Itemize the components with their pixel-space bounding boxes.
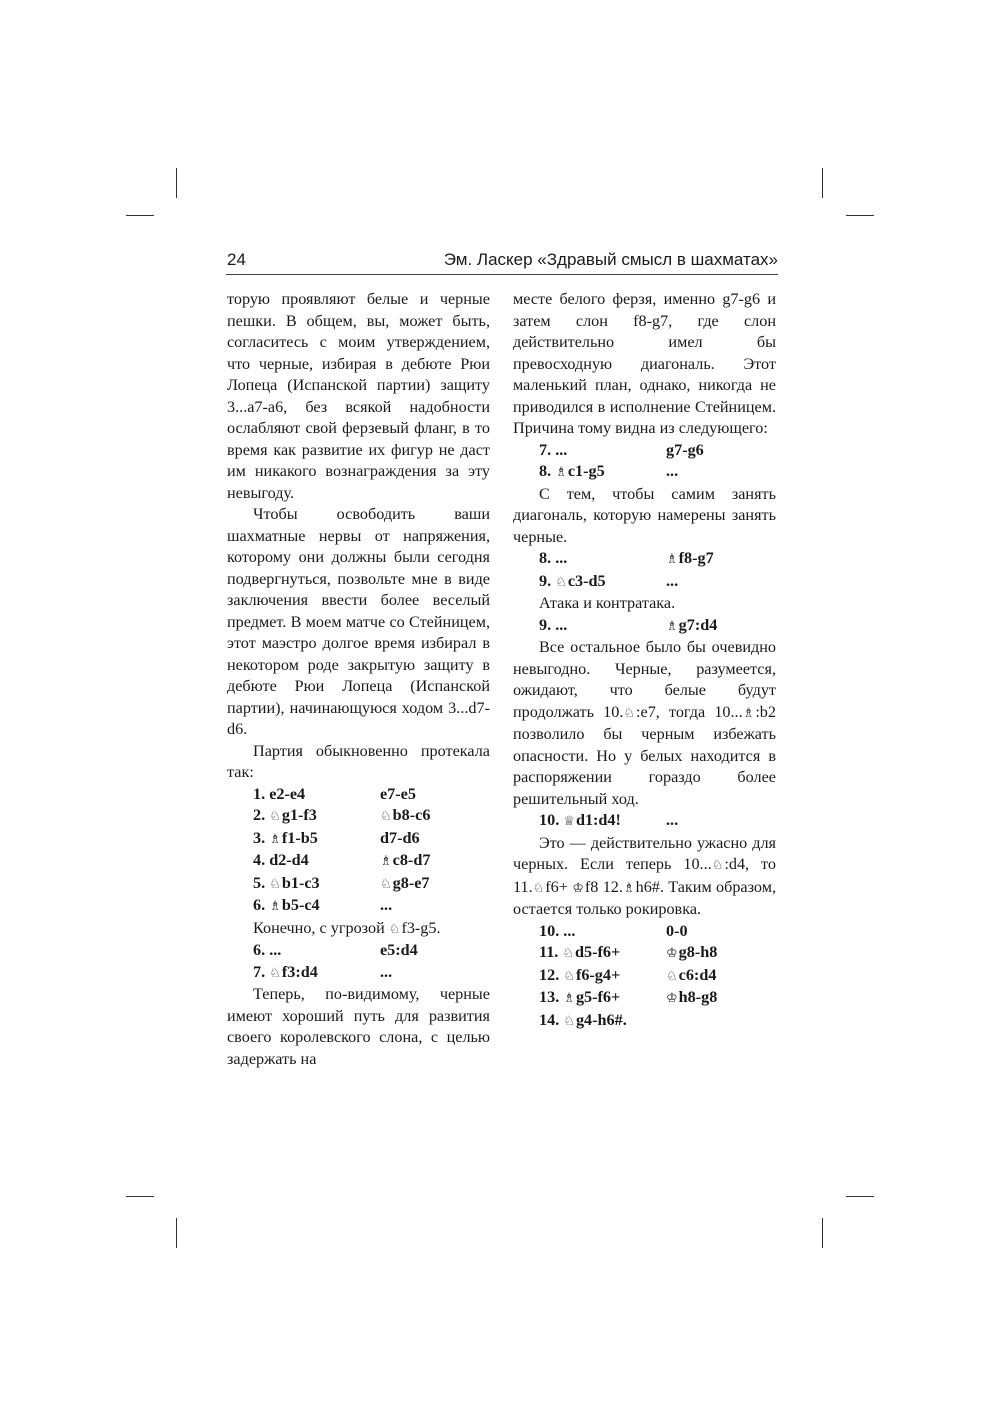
right-column [513,289,776,1032]
white-move: d1:d4! [575,811,621,829]
white-move: d2-d4 [269,851,309,869]
white-move: g5-f6+ [575,988,621,1006]
move-list [227,940,490,984]
annotation: Атака и контратака. [539,594,676,612]
white-move: ... [563,921,576,940]
crop-mark [822,168,823,198]
move-number: 5. [253,873,266,892]
move-number: 4. [253,851,266,869]
white-move: b5-c4 [281,896,320,914]
crop-mark [126,215,154,216]
move-number: 14. [539,1010,560,1029]
move-row [513,548,776,571]
move-row [513,942,776,965]
move-row [513,615,776,638]
queen-icon: ♕ [563,814,575,829]
paragraph: Все остальное было бы очевидно невыгодно. Черные, разумеется, ожидают, что белые будут продолжать 10.♘:e7, тогда 10...♗:b2 позволило бы черным избежать опасности. Но у белых находится в распоряжении гораздо более решительный ход. [513,638,776,808]
paragraph: Партия обыкновенно протекала так: [227,741,490,781]
move-number: 3. [253,828,266,847]
move-row [227,940,490,962]
move-number: 6. [253,896,266,914]
black-move: 0-0 [666,921,688,940]
black-move: c6:d4 [678,965,717,984]
move-number: 1. [253,784,266,803]
move-row [513,440,776,462]
knight-icon: ♘ [269,876,281,892]
bishop-icon: ♗ [742,705,755,721]
move-number: 2. [253,806,266,824]
white-move: f1-b5 [281,828,318,847]
move-row [227,962,490,985]
move-number: 11. [539,943,559,961]
move-number: 12. [539,965,560,984]
black-move: g7-g6 [666,440,704,459]
move-row [227,828,490,851]
bishop-icon: ♗ [622,880,635,896]
knight-icon: ♘ [380,876,392,892]
move-row [513,810,776,833]
paragraph: Теперь, по-видимому, черные имеют хороший путь для развития своего королевского слона, с целью задержать на [227,985,490,1068]
move-row [513,987,776,1010]
move-row [227,850,490,873]
black-move: ... [380,962,393,981]
knight-icon: ♘ [623,705,636,721]
bishop-icon: ♗ [555,465,567,480]
king-icon: ♔ [572,880,584,896]
white-move: c1-g5 [567,462,605,480]
move-number: 8. [539,549,552,567]
bishop-icon: ♗ [380,854,392,869]
bishop-icon: ♗ [666,552,678,567]
move-number: 9. [539,571,552,590]
paragraph: месте белого ферзя, именно g7-g6 и затем слон f8-g7, где слон действительно имел бы превосходную диагональ. Этот маленький план, однако, никогда не приводился в исполнение Стейницем. Причина тому видна из следующего: [513,290,776,437]
white-move: f6-g4+ [575,965,621,984]
black-move: e5:d4 [380,941,418,959]
knight-icon: ♘ [269,809,281,824]
left-column [227,289,490,1070]
running-header [226,244,778,275]
black-move: g8-h8 [678,943,718,961]
running-title: Эм. Ласкер «Здравый смысл в шахматах» [443,250,778,269]
paragraph: торую проявляют белые и черные пешки. В общем, вы, может быть, согласитесь с моим утверждением, что черные, избирая в дебюте Рюи Лопеца (Испанской партии) защиту 3...a7-a6, без всякой надобности ослабляют свой ферзевый фланг, в то время как развитие их фигур не даст им никакого вознаграждения за эту невыгоду. [227,290,490,502]
move-number: 8. [539,462,552,480]
white-move: ... [555,615,568,634]
black-move: d7-d6 [380,828,420,847]
page-number: 24 [227,250,246,269]
annotation: Конечно, с угрозой ♘f3-g5. [253,918,441,937]
move-list [513,810,776,833]
white-move: c3-d5 [567,571,606,590]
white-move: b1-c3 [281,873,320,892]
paragraph: Чтобы освободить ваши шахматные нервы от напряжения, которому они должны были сегодня подвергнуться, позвольте мне в виде заключения ввести более веселый предмет. В моем матче со Стейницем, этот маэстро долгое время избирал в некотором роде закрытую защиту в дебюте Рюи Лопеца (Испанской партии), начинающуюся ходом 3...d7-d6. [227,505,490,738]
crop-mark [846,1196,874,1197]
crop-mark [126,1196,154,1197]
move-row [227,873,490,896]
bishop-icon: ♗ [563,991,575,1006]
knight-icon: ♘ [711,858,724,873]
king-icon: ♔ [666,991,678,1006]
black-move: ... [666,462,679,480]
bishop-icon: ♗ [666,618,678,634]
crop-mark [822,1218,823,1248]
knight-icon: ♘ [380,809,392,824]
knight-icon: ♘ [532,880,545,896]
white-move: ... [555,549,568,567]
knight-icon: ♘ [562,946,575,961]
black-move: h8-g8 [678,988,718,1006]
black-move: ... [666,571,679,590]
move-list [513,548,776,593]
move-number: 10. [539,811,560,829]
move-row [227,895,490,918]
black-move: e7-e5 [380,784,416,803]
move-number: 13. [539,988,560,1006]
white-move: ... [555,440,568,459]
white-move: e2-e4 [269,784,306,803]
knight-icon: ♘ [555,574,567,590]
move-number: 7. [253,962,266,981]
move-list [513,440,776,484]
black-move: g7:d4 [678,615,718,634]
move-row [513,461,776,484]
bishop-icon: ♗ [269,899,281,914]
move-number: 7. [539,440,552,459]
black-move: b8-c6 [392,806,431,824]
black-move: c8-d7 [392,851,431,869]
king-icon: ♔ [666,946,678,961]
white-move: g4-h6#. [575,1010,627,1029]
black-move: ... [666,811,679,829]
knight-icon: ♘ [666,968,678,984]
crop-mark [176,168,177,198]
knight-icon: ♘ [388,921,401,937]
move-list [227,784,490,918]
move-row [513,921,776,943]
paragraph: С тем, чтобы самим занять диагональ, которую намерены занять черные. [513,484,776,546]
knight-icon: ♘ [269,965,281,981]
white-move: g1-f3 [281,806,317,824]
move-number: 9. [539,615,552,634]
bishop-icon: ♗ [269,831,281,847]
move-list [513,615,776,638]
move-row [227,805,490,828]
move-number: 10. [539,921,560,940]
move-row [227,784,490,806]
move-row [513,965,776,988]
move-row [513,571,776,594]
paragraph: Это — действительно ужасно для черных. Если теперь 10...♘:d4, то 11.♘f6+ ♔f8 12.♗h6#. Таким образом, остается только рокировка. [513,833,777,918]
crop-mark [176,1218,177,1248]
move-list [513,921,776,1033]
white-move: d5-f6+ [575,943,621,961]
white-move: ... [269,941,282,959]
black-move: f8-g7 [678,549,714,567]
move-number: 6. [253,941,266,959]
black-move: ... [380,896,393,914]
knight-icon: ♘ [563,1013,575,1029]
black-move: g8-e7 [392,873,430,892]
white-move: f3:d4 [281,962,318,981]
knight-icon: ♘ [563,968,575,984]
crop-mark [846,215,874,216]
move-row [513,1010,776,1033]
